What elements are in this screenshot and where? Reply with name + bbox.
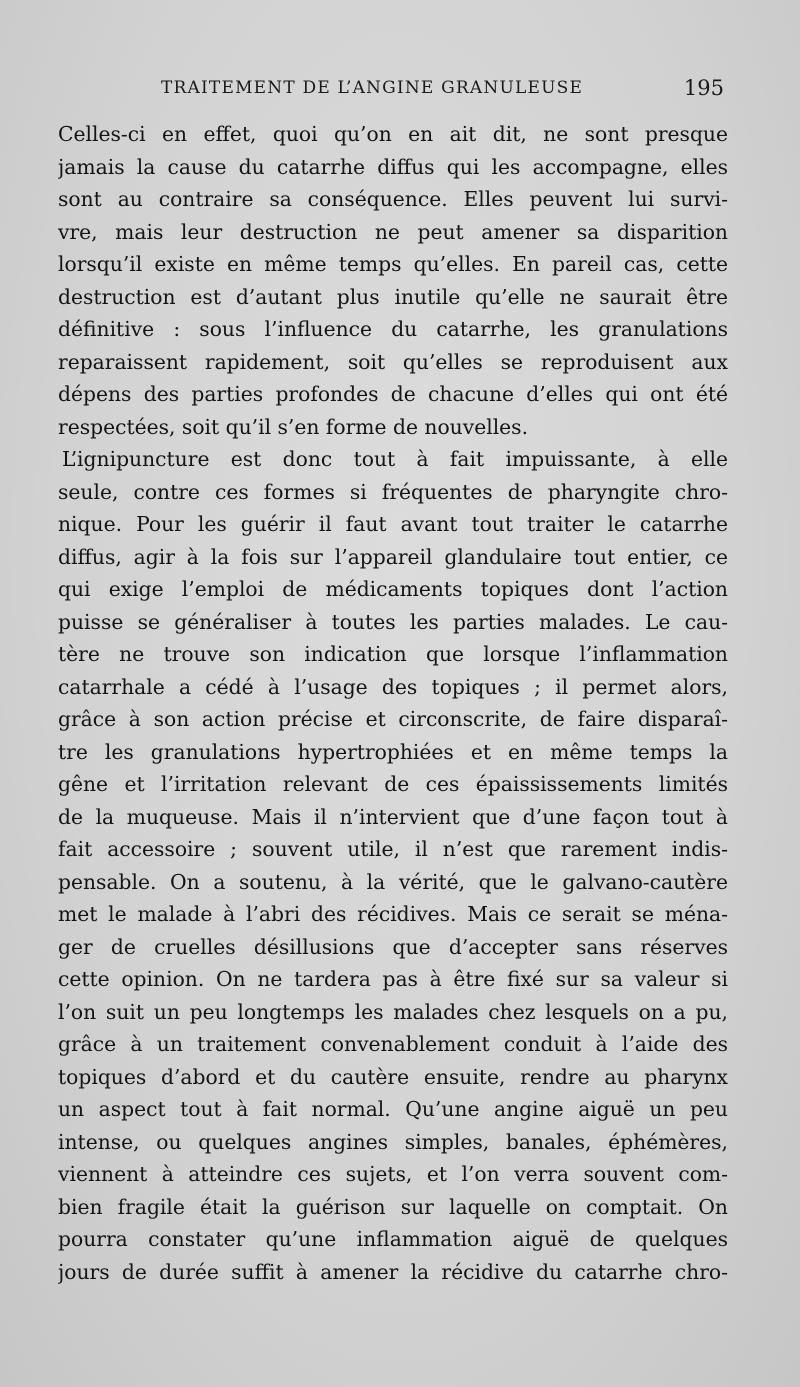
text-line: jamais la cause du catarrhe diffus qui les accompagne, elles — [58, 154, 728, 179]
page-header — [58, 76, 728, 106]
text-line: ger de cruelles désillusions que d’accepter sans réserves — [58, 934, 728, 959]
text-line: L’ignipuncture est donc tout à fait impuissante, à elle — [62, 447, 728, 471]
text-line: met le malade à l’abri des récidives. Mais ce serait se ména- — [58, 902, 728, 926]
text-line: grâce à son action précise et circonscrite, de faire disparaî- — [58, 707, 728, 731]
text-line: définitive : sous l’influence du catarrhe, les granulations — [58, 317, 728, 341]
text-line: dépens des parties profondes de chacune d’elles qui ont été — [58, 382, 728, 406]
text-line: respectées, soit qu’il s’en forme de nouvelles. — [58, 414, 529, 439]
text-line: pourra constater qu’une inflammation aiguë de quelques — [58, 1227, 728, 1251]
text-line: de la muqueuse. Mais il n’intervient que d’une façon tout à — [58, 804, 728, 829]
text-line: tère ne trouve son indication que lorsque l’inflammation — [58, 642, 728, 666]
text-line: gêne et l’irritation relevant de ces épaississements limités — [58, 772, 728, 796]
body-text — [58, 118, 728, 1288]
text-line: grâce à un traitement convenablement conduit à l’aide des — [58, 1032, 728, 1056]
text-line: lorsqu’il existe en même temps qu’elles. En pareil cas, cette — [58, 252, 728, 276]
text-line: topiques d’abord et du cautère ensuite, rendre au pharynx — [58, 1064, 728, 1089]
text-line: nique. Pour les guérir il faut avant tout traiter le catarrhe — [58, 512, 728, 536]
text-line: diffus, agir à la fois sur l’appareil glandulaire tout entier, ce — [58, 544, 728, 569]
text-line: Celles-ci en effet, quoi qu’on en ait dit, ne sont presque — [58, 122, 728, 146]
text-line: vre, mais leur destruction ne peut amener sa disparition — [58, 219, 728, 244]
text-line: tre les granulations hypertrophiées et en même temps la — [58, 739, 728, 764]
text-line: reparaissent rapidement, soit qu’elles se reproduisent aux — [58, 349, 728, 374]
text-line: sont au contraire sa conséquence. Elles peuvent lui survi- — [58, 187, 728, 211]
text-line: cette opinion. On ne tardera pas à être fixé sur sa valeur si — [58, 967, 728, 991]
text-line: catarrhale a cédé à l’usage des topiques ; il permet alors, — [58, 674, 728, 699]
text-line: jours de durée suffit à amener la récidive du catarrhe chro- — [58, 1259, 728, 1284]
text-line: un aspect tout à fait normal. Qu’une angine aiguë un peu — [58, 1097, 728, 1121]
text-line: l’on suit un peu longtemps les malades chez lesquels on a pu, — [58, 999, 728, 1024]
text-line: qui exige l’emploi de médicaments topiques dont l’action — [58, 577, 728, 601]
text-line: pensable. On a soutenu, à la vérité, que le galvano-cautère — [58, 869, 728, 894]
text-line: bien fragile était la guérison sur laquelle on comptait. On — [58, 1194, 728, 1219]
text-line: intense, ou quelques angines simples, banales, éphémères, — [58, 1129, 728, 1154]
text-line: seule, contre ces formes si fréquentes de pharyngite chro- — [58, 479, 728, 504]
text-line: puisse se généraliser à toutes les parties malades. Le cau- — [58, 609, 728, 634]
page-number: 195 — [683, 76, 724, 100]
text-line: fait accessoire ; souvent utile, il n’est que rarement indis- — [58, 837, 728, 861]
text-line: destruction est d’autant plus inutile qu’elle ne saurait être — [58, 284, 728, 309]
text-line: viennent à atteindre ces sujets, et l’on verra souvent com- — [58, 1162, 728, 1186]
running-title: TRAITEMENT DE L’ANGINE GRANULEUSE — [161, 78, 584, 98]
